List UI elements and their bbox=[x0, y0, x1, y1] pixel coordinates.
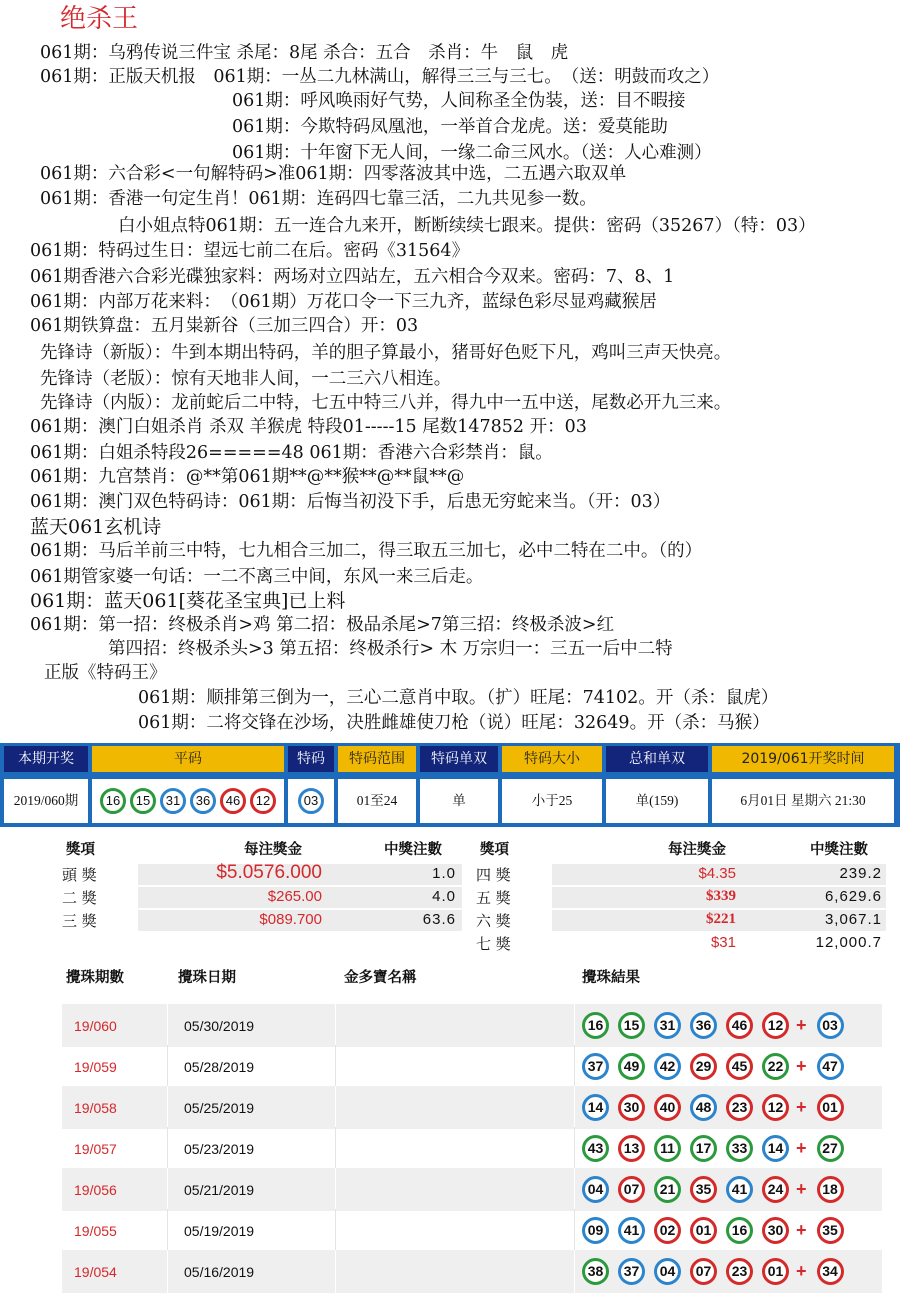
prize-row bbox=[62, 910, 462, 931]
ball: 34 bbox=[817, 1258, 844, 1285]
ball: 17 bbox=[690, 1135, 717, 1162]
history-header-date: 攪珠日期 bbox=[178, 969, 236, 986]
prize-amount: $221 bbox=[706, 911, 736, 927]
prize-header-item-right: 獎項 bbox=[480, 841, 509, 858]
result-range: 01至24 bbox=[338, 779, 416, 823]
header-regular-numbers: 平码 bbox=[92, 746, 284, 772]
history-row bbox=[62, 1127, 882, 1170]
prediction-line: 正版《特码王》 bbox=[44, 663, 167, 683]
ball: 27 bbox=[817, 1135, 844, 1162]
result-draw-time: 6月01日 星期六 21:30 bbox=[712, 779, 894, 823]
history-period: 19/057 bbox=[74, 1141, 117, 1157]
prize-row bbox=[62, 864, 462, 885]
prize-name: 七 獎 bbox=[476, 935, 511, 953]
history-period: 19/058 bbox=[74, 1100, 117, 1116]
ball: 09 bbox=[582, 1217, 609, 1244]
page-title: 绝杀王 bbox=[60, 4, 139, 34]
ball: 43 bbox=[582, 1135, 609, 1162]
history-date: 05/30/2019 bbox=[184, 1018, 255, 1034]
ball: 13 bbox=[618, 1135, 645, 1162]
history-balls bbox=[582, 1094, 853, 1121]
column-divider bbox=[167, 1127, 168, 1170]
prediction-line: 061期：顺排第三倒为一，三心二意肖中取。（扩）旺尾：74102。开（杀：鼠虎） bbox=[138, 688, 779, 708]
header-next-draw-time: 2019/061开奖时间 bbox=[712, 746, 894, 772]
plus-sign: + bbox=[796, 1097, 807, 1117]
plus-sign: + bbox=[796, 1015, 807, 1035]
prize-name: 五 獎 bbox=[476, 889, 511, 907]
column-divider bbox=[335, 1250, 336, 1293]
ball: 30 bbox=[618, 1094, 645, 1121]
history-date: 05/19/2019 bbox=[184, 1223, 255, 1239]
plus-sign: + bbox=[796, 1220, 807, 1240]
ball: 46 bbox=[726, 1012, 753, 1039]
ball: 46 bbox=[220, 788, 246, 814]
header-special-number: 特码 bbox=[288, 746, 334, 772]
prediction-line: 061期：香港一句定生肖！061期：连码四七靠三活，二九共见参一数。 bbox=[40, 189, 597, 209]
prize-name: 四 獎 bbox=[476, 866, 511, 884]
ball: 01 bbox=[817, 1094, 844, 1121]
result-special-ball bbox=[288, 779, 334, 823]
history-header-result: 攪珠結果 bbox=[582, 969, 640, 986]
plus-sign: + bbox=[796, 1261, 807, 1281]
prediction-line: 先锋诗（内版）：龙前蛇后二中特，七五中特三八并，得九中一五中送，尾数必开九三来。 bbox=[40, 393, 732, 413]
result-size: 小于25 bbox=[502, 779, 602, 823]
column-divider bbox=[574, 1127, 575, 1170]
history-balls bbox=[582, 1053, 853, 1080]
ball: 14 bbox=[582, 1094, 609, 1121]
column-divider bbox=[335, 1209, 336, 1252]
history-header-jackpot: 金多寶名稱 bbox=[344, 969, 417, 986]
prize-amount: $265.00 bbox=[267, 888, 322, 905]
history-row bbox=[62, 1045, 882, 1088]
prize-row bbox=[476, 864, 886, 885]
ball: 15 bbox=[130, 788, 156, 814]
history-row bbox=[62, 1209, 882, 1252]
result-period: 2019/060期 bbox=[4, 779, 88, 823]
ball: 31 bbox=[654, 1012, 681, 1039]
column-divider bbox=[167, 1209, 168, 1252]
ball: 48 bbox=[690, 1094, 717, 1121]
prize-name: 六 獎 bbox=[476, 912, 511, 930]
ball: 12 bbox=[762, 1094, 789, 1121]
header-special-size: 特码大小 bbox=[502, 746, 602, 772]
prediction-line: 061期：二将交锋在沙场，决胜雌雄使刀枪（说）旺尾：32649。开（杀：马猴） bbox=[138, 713, 770, 733]
ball: 18 bbox=[817, 1176, 844, 1203]
ball: 35 bbox=[817, 1217, 844, 1244]
history-header-period: 攪珠期數 bbox=[66, 969, 124, 986]
column-divider bbox=[335, 1004, 336, 1047]
prize-amount: $4.35 bbox=[698, 865, 736, 882]
prediction-line: 061期香港六合彩光碟独家料：两场对立四站左，五六相合今双来。密码：7、8、1 bbox=[30, 267, 675, 287]
header-current-draw: 本期开奖 bbox=[4, 746, 88, 772]
prediction-line: 061期：正版天机报 061期：一丛二九林满山，解得三三与三七。 （送：明鼓而攻之） bbox=[40, 67, 720, 87]
result-sum-odd-even: 单(159) bbox=[606, 779, 708, 823]
prize-header-item-left: 獎項 bbox=[66, 841, 95, 858]
ball: 35 bbox=[690, 1176, 717, 1203]
header-special-range: 特码范围 bbox=[338, 746, 416, 772]
prediction-line: 061期：内部万花来料： （061期）万花口令一下三九齐，蓝绿色彩尽显鸡藏猴居 bbox=[30, 292, 657, 312]
plus-sign: + bbox=[796, 1179, 807, 1199]
prize-header-count-left: 中獎注數 bbox=[384, 841, 442, 858]
ball: 40 bbox=[654, 1094, 681, 1121]
ball: 01 bbox=[690, 1217, 717, 1244]
prize-count: 1.0 bbox=[432, 865, 456, 882]
ball: 23 bbox=[726, 1258, 753, 1285]
ball: 24 bbox=[762, 1176, 789, 1203]
prediction-line: 061期：呼风唤雨好气势，人间称圣全伪装，送：目不暇接 bbox=[232, 91, 686, 111]
ball: 12 bbox=[250, 788, 276, 814]
ball: 36 bbox=[690, 1012, 717, 1039]
prediction-line: 先锋诗（老版）：惊有天地非人间，一二三六八相连。 bbox=[40, 369, 452, 389]
ball: 07 bbox=[618, 1176, 645, 1203]
prize-name: 二 獎 bbox=[62, 889, 97, 907]
prediction-line: 061期：第一招：终极杀肖>鸡 第二招：极品杀尾>7第三招：终极杀波>红 bbox=[30, 615, 615, 635]
ball: 45 bbox=[726, 1053, 753, 1080]
prize-row bbox=[476, 933, 886, 954]
ball: 12 bbox=[762, 1012, 789, 1039]
history-row bbox=[62, 1250, 882, 1293]
prediction-line: 061期：九宫禁肖：@**第061期**@**猴**@**鼠**@ bbox=[30, 467, 465, 487]
ball: 42 bbox=[654, 1053, 681, 1080]
history-balls bbox=[582, 1135, 853, 1162]
ball: 04 bbox=[582, 1176, 609, 1203]
prediction-line: 061期：澳门双色特码诗：061期：后悔当初没下手，后患无穷蛇来当。（开：03） bbox=[30, 492, 671, 512]
ball: 01 bbox=[762, 1258, 789, 1285]
column-divider bbox=[167, 1086, 168, 1129]
result-odd-even: 单 bbox=[420, 779, 498, 823]
prize-count: 12,000.7 bbox=[815, 934, 882, 951]
prediction-line: 061期管家婆一句话：一二不离三中间，东风一来三后走。 bbox=[30, 567, 484, 587]
history-date: 05/23/2019 bbox=[184, 1141, 255, 1157]
ball: 33 bbox=[726, 1135, 753, 1162]
ball: 15 bbox=[618, 1012, 645, 1039]
history-row bbox=[62, 1086, 882, 1129]
column-divider bbox=[335, 1127, 336, 1170]
history-balls bbox=[582, 1176, 853, 1203]
ball: 16 bbox=[100, 788, 126, 814]
history-period: 19/060 bbox=[74, 1018, 117, 1034]
prediction-line: 061期：六合彩<一句解特码>准061期：四零落波其中选，二五遇六取双单 bbox=[40, 164, 627, 184]
prediction-line: 第四招：终极杀头>3 第五招：终极杀行> 木 万宗归一：三五一后中二特 bbox=[108, 639, 673, 659]
result-regular-balls bbox=[92, 779, 284, 823]
history-period: 19/054 bbox=[74, 1264, 117, 1280]
column-divider bbox=[167, 1045, 168, 1088]
prediction-line: 061期：今欺特码凤凰池，一举首合龙虎。送：爱莫能助 bbox=[232, 117, 668, 137]
ball: 31 bbox=[160, 788, 186, 814]
prediction-line: 061期：乌鸦传说三件宝 杀尾：8尾 杀合：五合 杀肖：牛 鼠 虎 bbox=[40, 43, 569, 63]
history-date: 05/16/2019 bbox=[184, 1264, 255, 1280]
column-divider bbox=[167, 1004, 168, 1047]
history-row bbox=[62, 1168, 882, 1211]
column-divider bbox=[574, 1168, 575, 1211]
ball: 22 bbox=[762, 1053, 789, 1080]
column-divider bbox=[335, 1086, 336, 1129]
plus-sign: + bbox=[796, 1056, 807, 1076]
header-special-odd-even: 特码单双 bbox=[420, 746, 498, 772]
ball: 07 bbox=[690, 1258, 717, 1285]
prize-amount: $339 bbox=[706, 888, 736, 904]
ball: 37 bbox=[582, 1053, 609, 1080]
prize-count: 4.0 bbox=[432, 888, 456, 905]
prize-count: 239.2 bbox=[839, 865, 882, 882]
ball: 30 bbox=[762, 1217, 789, 1244]
prize-count: 63.6 bbox=[422, 911, 456, 928]
ball: 16 bbox=[582, 1012, 609, 1039]
history-date: 05/25/2019 bbox=[184, 1100, 255, 1116]
history-row bbox=[62, 1004, 882, 1047]
history-period: 19/059 bbox=[74, 1059, 117, 1075]
history-balls bbox=[582, 1217, 853, 1244]
prize-header-amount-left: 每注獎金 bbox=[244, 841, 302, 858]
ball: 38 bbox=[582, 1258, 609, 1285]
history-date: 05/28/2019 bbox=[184, 1059, 255, 1075]
ball: 47 bbox=[817, 1053, 844, 1080]
ball: 03 bbox=[817, 1012, 844, 1039]
prediction-line: 061期：马后羊前三中特，七九相合三加二，得三取五三加七，必中二特在二中。（的） bbox=[30, 541, 703, 561]
ball: 49 bbox=[618, 1053, 645, 1080]
ball: 21 bbox=[654, 1176, 681, 1203]
history-balls bbox=[582, 1258, 853, 1285]
column-divider bbox=[335, 1045, 336, 1088]
header-sum-odd-even: 总和单双 bbox=[606, 746, 708, 772]
ball: 14 bbox=[762, 1135, 789, 1162]
prize-row bbox=[476, 887, 886, 908]
prize-name: 三 獎 bbox=[62, 912, 97, 930]
ball: 41 bbox=[618, 1217, 645, 1244]
ball: 41 bbox=[726, 1176, 753, 1203]
ball: 16 bbox=[726, 1217, 753, 1244]
ball: 36 bbox=[190, 788, 216, 814]
column-divider bbox=[167, 1168, 168, 1211]
ball: 23 bbox=[726, 1094, 753, 1121]
prediction-line: 先锋诗（新版）：牛到本期出特码，羊的胆子算最小，猪哥好色贬下凡，鸡叫三声天快亮。 bbox=[40, 343, 732, 363]
prize-name: 頭 獎 bbox=[62, 866, 97, 884]
prediction-line: 061期铁算盘：五月粜新谷（三加三四合）开：03 bbox=[30, 316, 419, 336]
prediction-line: 061期：十年窗下无人间，一缘二命三风水。（送：人心难测） bbox=[232, 143, 712, 163]
ball: 11 bbox=[654, 1135, 681, 1162]
prize-amount: $5.0576.000 bbox=[216, 862, 322, 883]
ball: 29 bbox=[690, 1053, 717, 1080]
prize-amount: $089.700 bbox=[259, 911, 322, 928]
prize-count: 3,067.1 bbox=[824, 911, 882, 928]
plus-sign: + bbox=[796, 1138, 807, 1158]
ball: 03 bbox=[298, 788, 324, 814]
history-period: 19/055 bbox=[74, 1223, 117, 1239]
prediction-line: 蓝天061玄机诗 bbox=[30, 516, 162, 538]
prize-header-count-right: 中獎注數 bbox=[810, 841, 868, 858]
prize-row bbox=[476, 910, 886, 931]
prediction-line: 061期：澳门白姐杀肖 杀双 羊猴虎 特段01-----15 尾数147852 开：03 bbox=[30, 417, 587, 437]
prediction-line: 白小姐点特061期：五一连合九来开，断断续续七跟来。提供：密码（35267）（特：03） bbox=[118, 216, 816, 236]
history-balls bbox=[582, 1012, 853, 1039]
ball: 02 bbox=[654, 1217, 681, 1244]
column-divider bbox=[335, 1168, 336, 1211]
column-divider bbox=[574, 1086, 575, 1129]
column-divider bbox=[574, 1250, 575, 1293]
prediction-line: 061期：蓝天061[葵花圣宝典]已上料 bbox=[30, 590, 346, 612]
history-date: 05/21/2019 bbox=[184, 1182, 255, 1198]
column-divider bbox=[574, 1209, 575, 1252]
column-divider bbox=[574, 1004, 575, 1047]
prize-amount: $31 bbox=[710, 934, 736, 951]
ball: 04 bbox=[654, 1258, 681, 1285]
prize-count: 6,629.6 bbox=[824, 888, 882, 905]
prize-header-amount-right: 每注獎金 bbox=[668, 841, 726, 858]
history-period: 19/056 bbox=[74, 1182, 117, 1198]
column-divider bbox=[167, 1250, 168, 1293]
ball: 37 bbox=[618, 1258, 645, 1285]
column-divider bbox=[574, 1045, 575, 1088]
prize-row bbox=[62, 887, 462, 908]
prediction-line: 061期：白姐杀特段26=====48 061期：香港六合彩禁肖：鼠。 bbox=[30, 443, 553, 463]
prediction-line: 061期：特码过生日：望远七前二在后。密码《31564》 bbox=[30, 241, 470, 261]
